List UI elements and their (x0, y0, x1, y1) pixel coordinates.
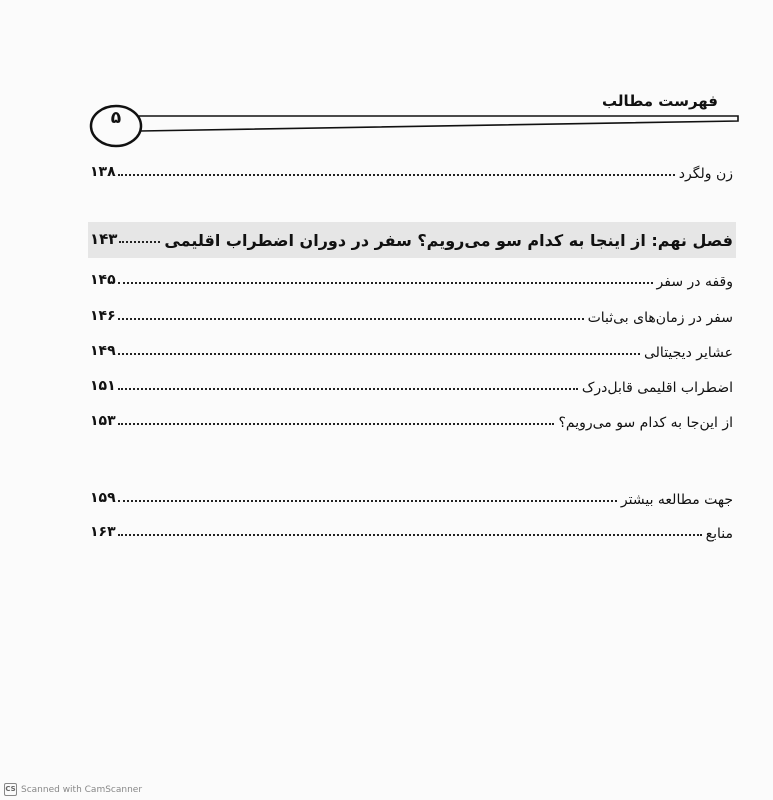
toc-page-number: ۱۴۶ (90, 308, 116, 324)
toc-title: منابع (705, 526, 733, 542)
dot-leader (118, 388, 578, 390)
toc-entry[interactable] (90, 266, 733, 292)
toc-entry[interactable] (90, 158, 733, 184)
toc-page-number: ۱۵۱ (90, 378, 116, 394)
toc-page-number: ۱۴۳ (90, 230, 118, 248)
toc-title: جهت مطالعه بیشتر (620, 492, 733, 508)
toc-entry[interactable] (90, 337, 733, 363)
toc-page-number: ۱۴۹ (90, 343, 116, 359)
toc-entry[interactable] (90, 372, 733, 398)
toc-title: عشایر دیجیتالی (644, 345, 733, 361)
page-title: فهرست مطالب (602, 92, 718, 110)
toc-entry[interactable] (90, 407, 733, 433)
toc-page-number: ۱۵۹ (90, 490, 116, 506)
toc-title: وقفه در سفر (656, 274, 733, 290)
dot-leader (118, 500, 617, 502)
dot-leader (118, 353, 640, 355)
scanner-watermark (4, 783, 142, 796)
toc-entry[interactable] (90, 484, 733, 510)
toc-title: از این‌جا به کدام سو می‌رویم؟ (558, 415, 733, 431)
dot-leader (118, 174, 675, 176)
toc-page-number: ۱۵۳ (90, 413, 116, 429)
camscanner-icon: CS (4, 783, 17, 796)
toc-chapter-entry[interactable] (90, 225, 733, 251)
toc-title: زن ولگرد (678, 166, 733, 182)
dot-leader (118, 282, 653, 284)
toc-chapter-title: فصل نهم: از اینجا به کدام سو می‌رویم؟ سفر در دوران اضطراب اقلیمی (164, 231, 733, 250)
toc-title: اضطراب اقلیمی قابل‌درک (581, 380, 733, 396)
page-number: ۵ (110, 108, 122, 128)
toc-title: سفر در زمان‌های بی‌ثبات (587, 310, 733, 326)
dot-leader (118, 318, 584, 320)
toc-page-number: ۱۴۵ (90, 272, 116, 288)
toc-entry[interactable] (90, 518, 733, 544)
dot-leader (118, 423, 555, 425)
toc-page-number: ۱۳۸ (90, 164, 116, 180)
dot-leader (119, 241, 160, 243)
toc-entry[interactable] (90, 302, 733, 328)
scanner-text: Scanned with CamScanner (21, 784, 143, 795)
toc-page-number: ۱۶۳ (90, 524, 116, 540)
dot-leader (118, 534, 702, 536)
